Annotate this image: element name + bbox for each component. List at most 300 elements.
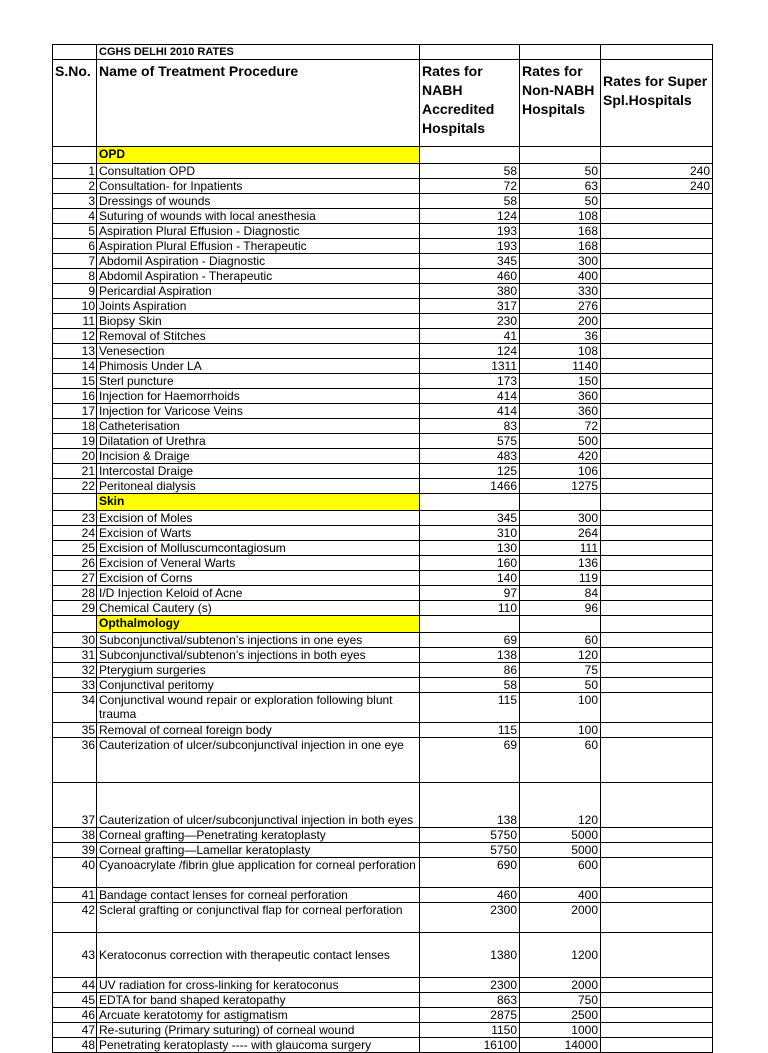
row-sno: 28 [53,586,97,601]
row-procedure-name: Phimosis Under LA [97,359,420,374]
row-rate-super [601,828,713,843]
row-rate-non-nabh: 168 [520,224,601,239]
row-rate-nabh: 69 [420,633,520,648]
table-row [53,586,713,601]
row-rate-non-nabh: 72 [520,419,601,434]
row-sno: 2 [53,179,97,194]
row-rate-super [601,374,713,389]
table-row [53,449,713,464]
row-rate-non-nabh: 1200 [520,933,601,978]
row-rate-non-nabh: 60 [520,738,601,783]
row-procedure-name: Keratoconus correction with therapeutic contact lenses [97,933,420,978]
row-procedure-name: Sterl puncture [97,374,420,389]
section-label: Opthalmology [97,616,420,633]
row-sno: 29 [53,601,97,616]
row-sno: 26 [53,556,97,571]
row-rate-super [601,344,713,359]
row-procedure-name: Peritoneal dialysis [97,479,420,494]
row-procedure-name: Intercostal Draige [97,464,420,479]
table-row [53,194,713,209]
row-rate-super [601,329,713,344]
row-rate-nabh: 5750 [420,843,520,858]
table-row [53,843,713,858]
table-row [53,374,713,389]
table-row [53,1023,713,1038]
row-rate-super [601,633,713,648]
row-rate-nabh: 193 [420,239,520,254]
row-procedure-name: I/D Injection Keloid of Acne [97,586,420,601]
row-rate-non-nabh: 2500 [520,1008,601,1023]
header-super: Rates for Super Spl.Hospitals [601,60,713,147]
row-sno: 12 [53,329,97,344]
row-rate-nabh: 130 [420,541,520,556]
table-row [53,738,713,783]
section-blank-cell [601,616,713,633]
row-rate-nabh: 310 [420,526,520,541]
row-rate-non-nabh: 168 [520,239,601,254]
table-row [53,571,713,586]
table-row [53,254,713,269]
row-rate-nabh: 690 [420,858,520,888]
row-rate-nabh: 115 [420,693,520,723]
row-rate-super [601,404,713,419]
header-row [53,60,713,147]
row-procedure-name: EDTA for band shaped keratopathy [97,993,420,1008]
table-row [53,299,713,314]
row-rate-nabh: 414 [420,404,520,419]
row-rate-non-nabh: 5000 [520,843,601,858]
row-rate-non-nabh: 50 [520,194,601,209]
row-rate-super [601,556,713,571]
row-sno: 23 [53,511,97,526]
row-rate-super [601,903,713,933]
row-rate-nabh: 58 [420,194,520,209]
row-rate-nabh: 1466 [420,479,520,494]
section-sno-cell [53,147,97,164]
row-sno: 35 [53,723,97,738]
row-rate-nabh: 5750 [420,828,520,843]
table-row [53,479,713,494]
table-row [53,239,713,254]
row-procedure-name: Dressings of wounds [97,194,420,209]
table-row [53,511,713,526]
row-rate-super [601,419,713,434]
row-rate-non-nabh: 360 [520,404,601,419]
row-sno: 36 [53,738,97,783]
row-rate-nabh: 380 [420,284,520,299]
row-rate-nabh: 2300 [420,978,520,993]
row-rate-non-nabh: 750 [520,993,601,1008]
row-rate-non-nabh: 96 [520,601,601,616]
row-rate-nabh: 863 [420,993,520,1008]
row-rate-super [601,571,713,586]
row-procedure-name: UV radiation for cross-linking for keratoconus [97,978,420,993]
header-nabh: Rates for NABH Accredited Hospitals [420,60,520,147]
row-rate-super [601,359,713,374]
row-rate-non-nabh: 360 [520,389,601,404]
table-row [53,933,713,978]
title-row [53,45,713,60]
table-row [53,663,713,678]
row-rate-non-nabh: 106 [520,464,601,479]
row-rate-super [601,239,713,254]
row-procedure-name: Pterygium surgeries [97,663,420,678]
row-rate-non-nabh: 400 [520,888,601,903]
row-procedure-name: Cyanoacrylate /fibrin glue application for corneal perforation [97,858,420,888]
table-row [53,888,713,903]
row-rate-super [601,586,713,601]
row-rate-non-nabh: 300 [520,511,601,526]
row-sno: 42 [53,903,97,933]
row-sno: 20 [53,449,97,464]
row-rate-non-nabh: 400 [520,269,601,284]
row-rate-nabh: 115 [420,723,520,738]
row-rate-non-nabh: 120 [520,648,601,663]
row-rate-nabh: 1311 [420,359,520,374]
row-rate-nabh: 575 [420,434,520,449]
table-row [53,601,713,616]
row-rate-super [601,479,713,494]
row-rate-nabh: 58 [420,678,520,693]
row-rate-super [601,693,713,723]
row-rate-super [601,1008,713,1023]
row-rate-super [601,541,713,556]
table-row [53,978,713,993]
row-rate-non-nabh: 1140 [520,359,601,374]
row-rate-super [601,269,713,284]
row-rate-super [601,389,713,404]
row-rate-nabh: 345 [420,511,520,526]
row-rate-nabh: 138 [420,783,520,828]
table-row [53,209,713,224]
row-rate-super [601,299,713,314]
row-rate-non-nabh: 60 [520,633,601,648]
table-row [53,389,713,404]
row-rate-non-nabh: 300 [520,254,601,269]
row-rate-non-nabh: 600 [520,858,601,888]
row-rate-non-nabh: 108 [520,344,601,359]
row-rate-nabh: 16100 [420,1038,520,1053]
row-sno: 37 [53,783,97,828]
table-row [53,329,713,344]
row-sno: 33 [53,678,97,693]
table-row [53,344,713,359]
row-procedure-name: Corneal grafting—Penetrating keratoplasty [97,828,420,843]
table-row [53,284,713,299]
row-rate-non-nabh: 264 [520,526,601,541]
row-procedure-name: Injection for Varicose Veins [97,404,420,419]
row-rate-super [601,738,713,783]
row-procedure-name: Arcuate keratotomy for astigmatism [97,1008,420,1023]
row-rate-non-nabh: 36 [520,329,601,344]
section-row [53,616,713,633]
row-rate-non-nabh: 119 [520,571,601,586]
table-row [53,419,713,434]
header-non-nabh: Rates for Non-NABH Hospitals [520,60,601,147]
row-procedure-name: Cauterization of ulcer/subconjunctival injection in one eye [97,738,420,783]
row-rate-nabh: 125 [420,464,520,479]
row-rate-super [601,933,713,978]
section-blank-cell [601,494,713,511]
table-row [53,1038,713,1053]
row-rate-non-nabh: 150 [520,374,601,389]
section-blank-cell [520,147,601,164]
row-rate-super [601,993,713,1008]
row-sno: 17 [53,404,97,419]
row-rate-super [601,783,713,828]
row-rate-super [601,858,713,888]
row-procedure-name: Penetrating keratoplasty ---- with glaucoma surgery [97,1038,420,1053]
row-rate-non-nabh: 111 [520,541,601,556]
row-sno: 43 [53,933,97,978]
section-row [53,494,713,511]
row-rate-nabh: 160 [420,556,520,571]
row-rate-non-nabh: 330 [520,284,601,299]
table-row [53,526,713,541]
row-sno: 46 [53,1008,97,1023]
row-rate-nabh: 138 [420,648,520,663]
row-sno: 30 [53,633,97,648]
row-sno: 32 [53,663,97,678]
table-row [53,858,713,888]
row-rate-nabh: 2875 [420,1008,520,1023]
title-blank-cell [601,45,713,60]
row-procedure-name: Subconjunctival/subtenon’s injections in both eyes [97,648,420,663]
row-sno: 13 [53,344,97,359]
row-rate-nabh: 230 [420,314,520,329]
rates-table-body [53,45,713,1053]
row-procedure-name: Chemical Cautery (s) [97,601,420,616]
row-rate-non-nabh: 1275 [520,479,601,494]
row-procedure-name: Conjunctival wound repair or exploration following blunt trauma [97,693,420,723]
table-row [53,179,713,194]
title-blank-cell [520,45,601,60]
row-procedure-name: Cauterization of ulcer/subconjunctival injection in both eyes [97,783,420,828]
row-procedure-name: Scleral grafting or conjunctival flap for corneal perforation [97,903,420,933]
row-procedure-name: Incision & Draige [97,449,420,464]
section-blank-cell [601,147,713,164]
title-sno-cell [53,45,97,60]
row-rate-super [601,888,713,903]
table-row [53,678,713,693]
row-procedure-name: Injection for Haemorrhoids [97,389,420,404]
row-rate-super [601,194,713,209]
row-rate-non-nabh: 14000 [520,1038,601,1053]
row-rate-non-nabh: 84 [520,586,601,601]
row-rate-super [601,978,713,993]
row-rate-nabh: 97 [420,586,520,601]
row-rate-non-nabh: 420 [520,449,601,464]
row-rate-super [601,224,713,239]
row-procedure-name: Excision of Moles [97,511,420,526]
row-rate-super [601,663,713,678]
row-sno: 6 [53,239,97,254]
row-procedure-name: Removal of corneal foreign body [97,723,420,738]
row-rate-nabh: 345 [420,254,520,269]
row-rate-nabh: 414 [420,389,520,404]
row-rate-super [601,526,713,541]
row-rate-super [601,209,713,224]
table-row [53,164,713,179]
table-row [53,648,713,663]
row-rate-super [601,601,713,616]
row-procedure-name: Dilatation of Urethra [97,434,420,449]
row-rate-super [601,464,713,479]
row-procedure-name: Joints Aspiration [97,299,420,314]
row-rate-nabh: 124 [420,344,520,359]
header-sno: S.No. [53,60,97,147]
section-sno-cell [53,616,97,633]
row-rate-non-nabh: 50 [520,164,601,179]
rates-table [52,44,713,1053]
row-rate-non-nabh: 108 [520,209,601,224]
table-row [53,693,713,723]
row-sno: 11 [53,314,97,329]
row-procedure-name: Excision of Molluscumcontagiosum [97,541,420,556]
row-rate-non-nabh: 2000 [520,903,601,933]
row-procedure-name: Conjunctival peritomy [97,678,420,693]
row-rate-nabh: 83 [420,419,520,434]
row-rate-non-nabh: 63 [520,179,601,194]
row-procedure-name: Removal of Stitches [97,329,420,344]
row-procedure-name: Excision of Veneral Warts [97,556,420,571]
table-row [53,224,713,239]
row-sno: 16 [53,389,97,404]
table-row [53,541,713,556]
row-rate-nabh: 317 [420,299,520,314]
table-row [53,314,713,329]
section-sno-cell [53,494,97,511]
row-rate-nabh: 86 [420,663,520,678]
row-rate-super [601,1038,713,1053]
row-sno: 44 [53,978,97,993]
table-row [53,464,713,479]
row-rate-non-nabh: 75 [520,663,601,678]
row-sno: 19 [53,434,97,449]
row-rate-super [601,648,713,663]
row-procedure-name: Aspiration Plural Effusion - Diagnostic [97,224,420,239]
row-rate-super [601,843,713,858]
row-sno: 1 [53,164,97,179]
row-rate-non-nabh: 120 [520,783,601,828]
row-sno: 34 [53,693,97,723]
row-procedure-name: Pericardial Aspiration [97,284,420,299]
row-sno: 38 [53,828,97,843]
row-rate-super: 240 [601,179,713,194]
row-procedure-name: Excision of Warts [97,526,420,541]
row-sno: 40 [53,858,97,888]
row-rate-nabh: 2300 [420,903,520,933]
row-procedure-name: Venesection [97,344,420,359]
row-rate-nabh: 483 [420,449,520,464]
section-blank-cell [420,616,520,633]
header-name: Name of Treatment Procedure [97,60,420,147]
row-procedure-name: Consultation- for Inpatients [97,179,420,194]
table-row [53,1008,713,1023]
row-sno: 3 [53,194,97,209]
row-procedure-name: Bandage contact lenses for corneal perforation [97,888,420,903]
row-sno: 25 [53,541,97,556]
row-rate-non-nabh: 2000 [520,978,601,993]
row-rate-nabh: 1380 [420,933,520,978]
table-row [53,434,713,449]
row-procedure-name: Catheterisation [97,419,420,434]
row-sno: 27 [53,571,97,586]
section-row [53,147,713,164]
section-blank-cell [520,494,601,511]
table-row [53,723,713,738]
row-sno: 21 [53,464,97,479]
row-procedure-name: Corneal grafting—Lamellar keratoplasty [97,843,420,858]
row-procedure-name: Subconjunctival/subtenon’s injections in one eyes [97,633,420,648]
row-rate-nabh: 72 [420,179,520,194]
row-rate-super [601,449,713,464]
table-row [53,269,713,284]
row-sno: 47 [53,1023,97,1038]
row-rate-nabh: 1150 [420,1023,520,1038]
row-procedure-name: Abdomil Aspiration - Diagnostic [97,254,420,269]
row-procedure-name: Excision of Corns [97,571,420,586]
row-rate-super [601,284,713,299]
row-rate-nabh: 460 [420,269,520,284]
row-rate-nabh: 124 [420,209,520,224]
row-rate-nabh: 193 [420,224,520,239]
row-sno: 41 [53,888,97,903]
table-row [53,828,713,843]
row-sno: 24 [53,526,97,541]
row-procedure-name: Suturing of wounds with local anesthesia [97,209,420,224]
row-rate-nabh: 140 [420,571,520,586]
row-rate-super [601,678,713,693]
row-rate-non-nabh: 5000 [520,828,601,843]
row-rate-non-nabh: 1000 [520,1023,601,1038]
row-procedure-name: Biopsy Skin [97,314,420,329]
table-row [53,633,713,648]
row-sno: 48 [53,1038,97,1053]
row-rate-non-nabh: 100 [520,723,601,738]
row-procedure-name: Consultation OPD [97,164,420,179]
row-rate-non-nabh: 500 [520,434,601,449]
row-sno: 15 [53,374,97,389]
row-rate-nabh: 173 [420,374,520,389]
table-row [53,903,713,933]
table-row [53,993,713,1008]
row-rate-non-nabh: 100 [520,693,601,723]
row-rate-non-nabh: 136 [520,556,601,571]
row-procedure-name: Abdomil Aspiration - Therapeutic [97,269,420,284]
table-title: CGHS DELHI 2010 RATES [97,45,420,60]
row-rate-super [601,1023,713,1038]
row-sno: 9 [53,284,97,299]
row-rate-super [601,511,713,526]
row-rate-nabh: 58 [420,164,520,179]
row-rate-non-nabh: 50 [520,678,601,693]
table-row [53,404,713,419]
row-sno: 7 [53,254,97,269]
row-procedure-name: Re-suturing (Primary suturing) of corneal wound [97,1023,420,1038]
title-blank-cell [420,45,520,60]
row-sno: 39 [53,843,97,858]
row-sno: 22 [53,479,97,494]
row-rate-super [601,723,713,738]
row-rate-nabh: 41 [420,329,520,344]
section-label: Skin [97,494,420,511]
row-rate-nabh: 69 [420,738,520,783]
row-sno: 31 [53,648,97,663]
table-row [53,783,713,828]
row-rate-nabh: 110 [420,601,520,616]
row-sno: 5 [53,224,97,239]
